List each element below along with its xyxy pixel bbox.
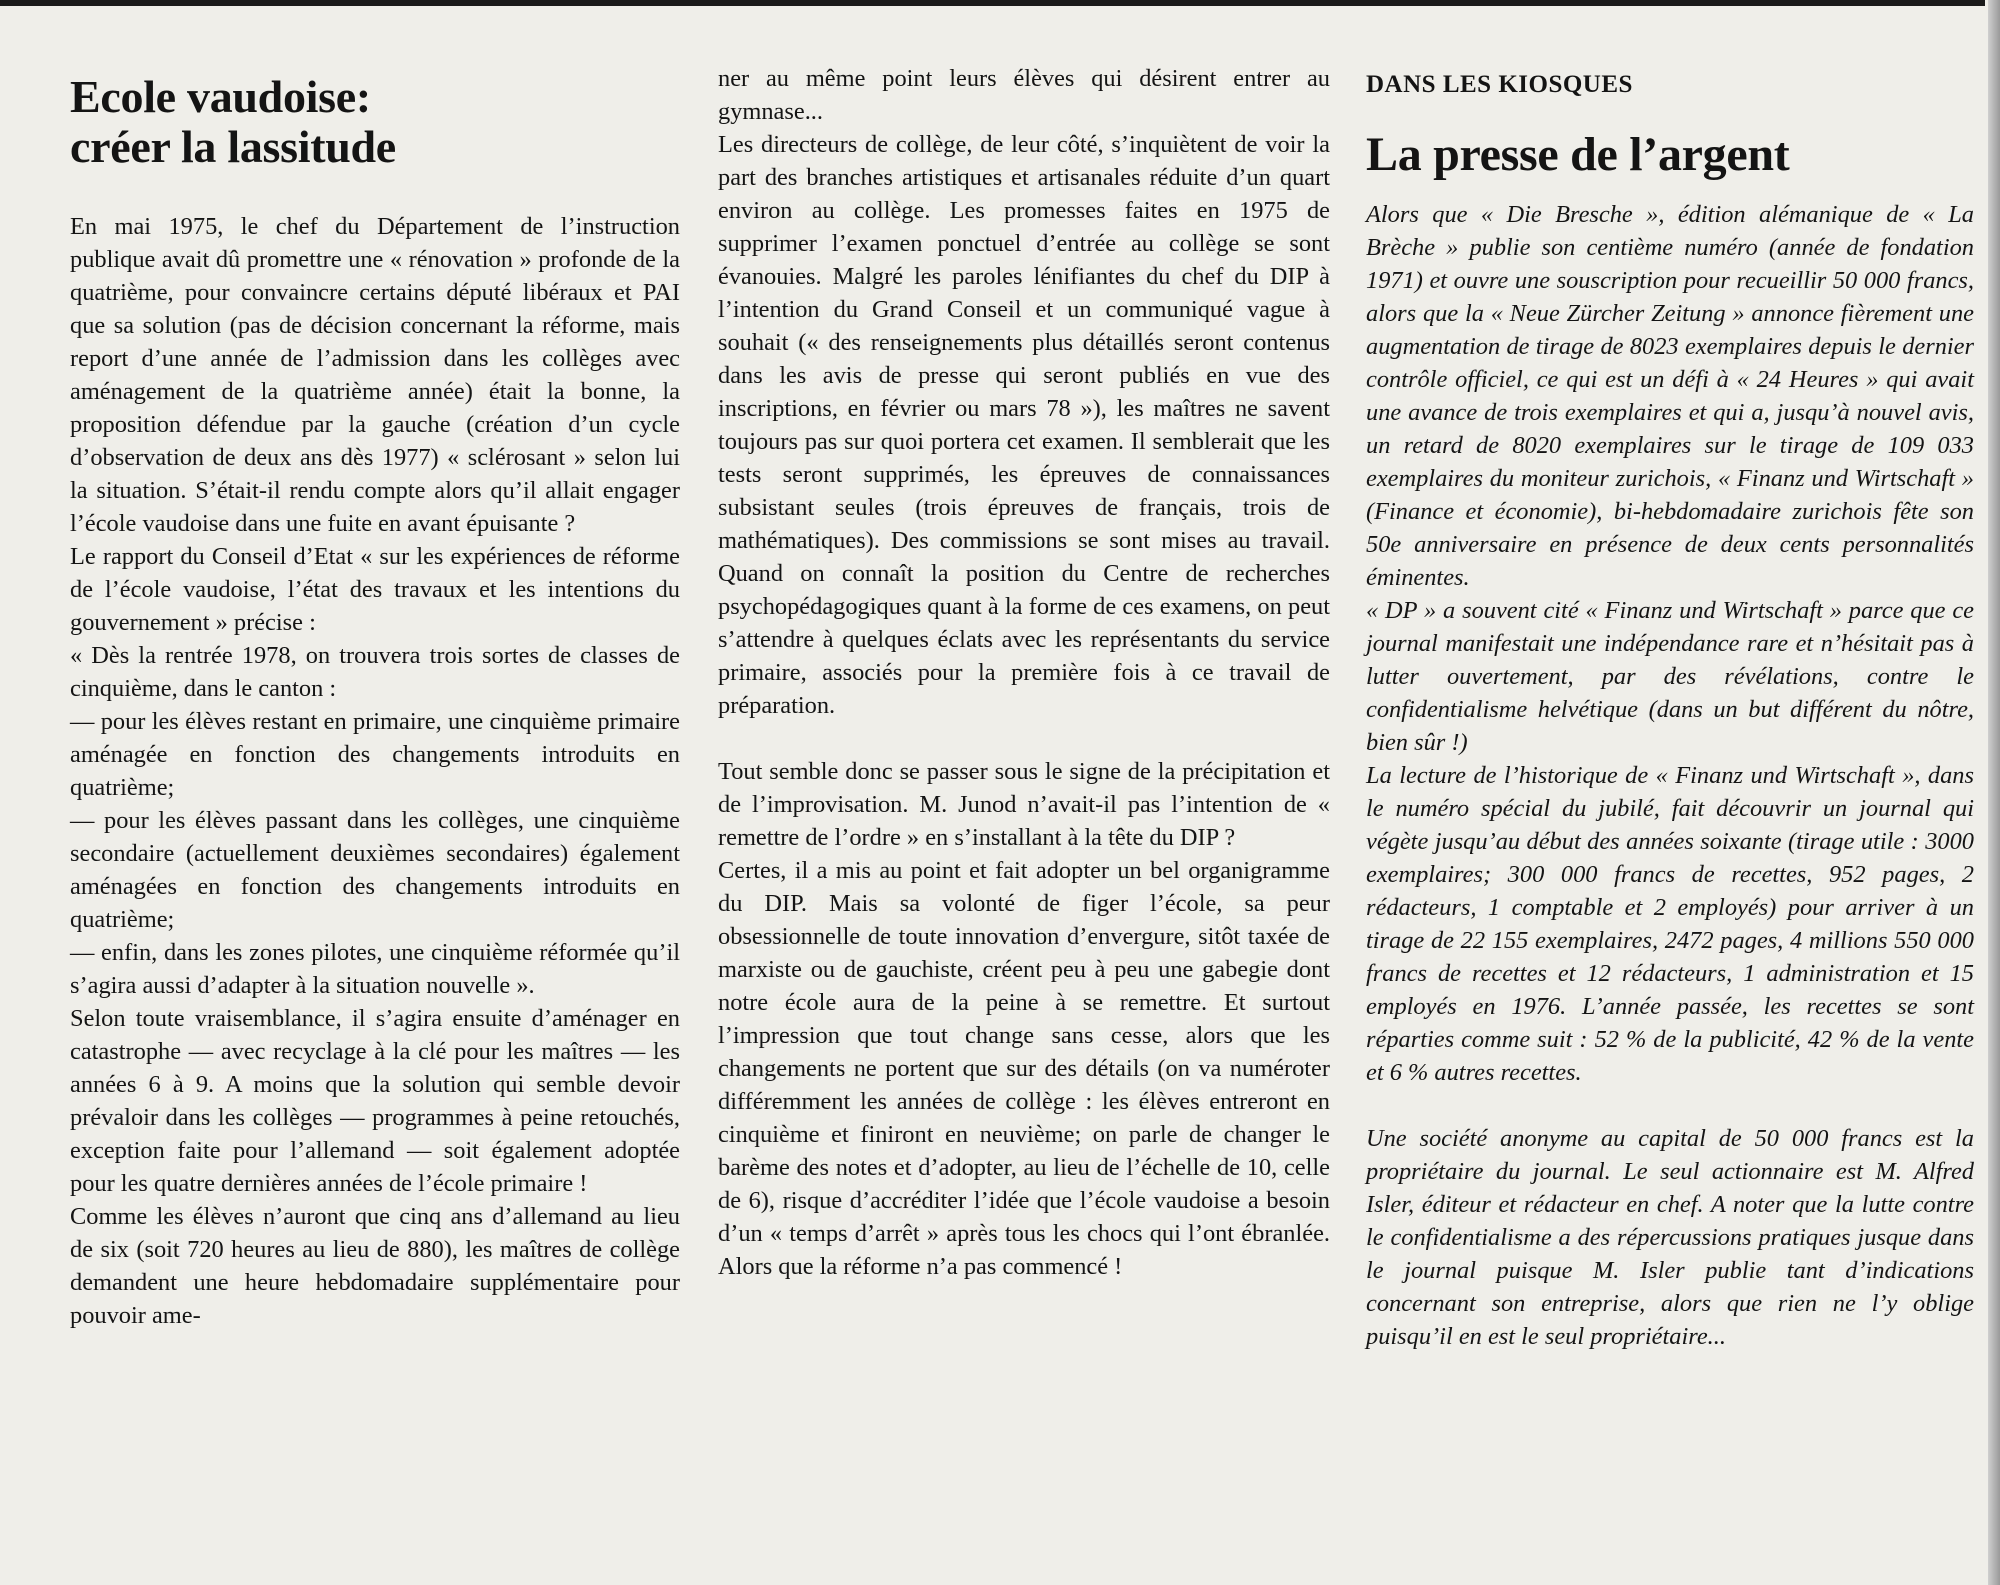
article-body-continued: [718, 0, 1330, 1283]
paragraph: ner au même point leurs élèves qui désirent entrer au gymnase...: [718, 65, 1330, 125]
headline-ecole-vaudoise: [70, 0, 680, 172]
headline-presse-argent: La presse de l’argent: [1366, 128, 1790, 181]
paragraph-gap: [1366, 1089, 1974, 1122]
article-body-right: [1366, 180, 1974, 1353]
paragraph: Selon toute vraisemblance, il s’agira ensuite d’aménager en catastrophe — avec recyclage à la clé pour les maîtres — les années 6 à 9. A moins que la solution qui semble devoir prévaloir dans les collèges — programmes à peine retouchés, exception faite pour l’allemand — soit également adoptée pour les quatre dernières années de l’école primaire !: [70, 1005, 680, 1197]
paragraph: Une société anonyme au capital de 50 000 francs est la propriétaire du journal. Le seul actionnaire est M. Alfred Isler, éditeur et rédacteur en chef. A noter que la lutte contre le confidentialisme a des répercussions pratiques jusque dans le journal puisque M. Isler publie tant d’indications concernant son entreprise, alors que rien ne l’y oblige puisqu’il en est le seul propriétaire...: [1366, 1125, 1974, 1350]
column-1: [70, 0, 680, 1332]
headline-line-2: créer la lassitude: [70, 121, 396, 172]
article-body-left: [70, 172, 680, 1332]
paragraph: « DP » a souvent cité « Finanz und Wirtschaft » parce que ce journal manifestait une indépendance rare et n’hésitait pas à lutter ouvertement, par des révélations, contre le confidentialisme helvétique (dans un but différent du nôtre, bien sûr !): [1366, 597, 1974, 756]
paragraph: La lecture de l’historique de « Finanz und Wirtschaft », dans le numéro spécial du jubilé, fait découvrir un journal qui végète jusqu’au début des années soixante (tirage utile : 3000 exemplaires; 300 000 francs de recettes, 952 pages, 2 rédacteurs, 1 comptable et 2 employés) pour arriver à un tirage de 22 155 exemplaires, 2472 pages, 4 millions 550 000 francs de recettes et 12 rédacteurs, 1 administration et 15 employés en 1976. L’année passée, les recettes se sont réparties comme suit : 52 % de la publicité, 42 % de la vente et 6 % autres recettes.: [1366, 762, 1974, 1086]
paragraph: Comme les élèves n’auront que cinq ans d’allemand au lieu de six (soit 720 heures au lieu de 880), les maîtres de collège demandent une heure hebdomadaire supplémentaire pour pouvoir ame-: [70, 1203, 680, 1329]
section-kicker: DANS LES KIOSQUES: [1366, 71, 1633, 98]
paragraph: « Dès la rentrée 1978, on trouvera trois sortes de classes de cinquième, dans le canton :: [70, 642, 680, 702]
paragraph: — pour les élèves restant en primaire, une cinquième primaire aménagée en fonction des changements introduits en quatrième;: [70, 708, 680, 801]
paragraph: Le rapport du Conseil d’Etat « sur les expériences de réforme de l’école vaudoise, l’état des travaux et les intentions du gouvernement » précise :: [70, 543, 680, 636]
paragraph: Alors que « Die Bresche », édition alémanique de « La Brèche » publie son centième numéro (année de fondation 1971) et ouvre une souscription pour recueillir 50 000 francs, alors que la « Neue Zürcher Zeitung » annonce fièrement une augmentation de tirage de 8023 exemplaires depuis le dernier contrôle officiel, ce qui est un défi à « 24 Heures » qui avait une avance de trois exemplaires et qui a, jusqu’à nouvel avis, un retard de 8020 exemplaires sur le tirage de 109 033 exemplaires du moniteur zurichois, « Finanz und Wirtschaft » (Finance et économie), bi-hebdomadaire zurichois fête son 50e anniversaire en présence de deux cents personnalités éminentes.: [1366, 201, 1974, 591]
paragraph: Les directeurs de collège, de leur côté, s’inquiètent de voir la part des branches artistiques et artisanales réduite d’un quart environ au collège. Les promesses faites en 1975 de supprimer l’examen ponctuel d’entrée au collège se sont évanouies. Malgré les paroles lénifiantes du chef du DIP à l’intention du Grand Conseil et un communiqué vague à souhait (« des renseignements plus détaillés seront contenus dans les avis de presse qui seront publiés en vue des inscriptions, en février ou mars 78 »), les maîtres ne savent toujours pas sur quoi portera cet examen. Il semblerait que les tests seront supprimés, les épreuves de connaissances subsistant seules (trois épreuves de français, trois de mathématiques). Des commissions se sont mises au travail. Quand on connaît la position du Centre de recherches psychopédagogiques quant à la forme de ces examens, on peut s’attendre à quelques éclats avec les représentants du service primaire, associés pour la première fois à ce travail de préparation.: [718, 131, 1330, 719]
paragraph: Certes, il a mis au point et fait adopter un bel organigramme du DIP. Mais sa volonté de figer l’école, sa peur obsessionnelle de toute innovation d’envergure, sitôt taxée de marxiste ou de gauchiste, créent peu à peu une gabegie dont notre école aura de la peine à se remettre. Et surtout l’impression que tout change sans cesse, alors que les changements ne portent que sur des détails (on va numéroter différemment les années de collège : les élèves entreront en cinquième et finiront en neuvième; on parle de changer le barème des notes et d’adopter, au lieu de l’échelle de 10, celle de 6), risque d’accréditer l’idée que l’école vaudoise a besoin d’un « temps d’arrêt » après tous les chocs qui l’ont ébranlée. Alors que la réforme n’a pas commencé !: [718, 857, 1330, 1280]
paragraph: — pour les élèves passant dans les collèges, une cinquième secondaire (actuellement deuxièmes secondaires) également aménagées en fonction des changements introduits en quatrième;: [70, 807, 680, 933]
column-3: [1366, 0, 1974, 1353]
paragraph: — enfin, dans les zones pilotes, une cinquième réformée qu’il s’agira aussi d’adapter à la situation nouvelle ».: [70, 939, 680, 999]
paragraph-gap: [718, 722, 1330, 755]
page-edge-shadow: [1988, 0, 2000, 1585]
headline-line-1: Ecole vaudoise:: [70, 71, 371, 122]
paragraph: Tout semble donc se passer sous le signe de la précipitation et de l’improvisation. M. Junod n’avait-il pas l’intention de « remettre de l’ordre » en s’installant à la tête du DIP ?: [718, 758, 1330, 851]
column-2: [718, 0, 1330, 1283]
paragraph: En mai 1975, le chef du Département de l’instruction publique avait dû promettre une « rénovation » profonde de la quatrième, pour convaincre certains député libéraux et PAI que sa solution (pas de décision concernant la réforme, mais report d’une année de l’admission dans les collèges avec aménagement de la quatrième année) était la bonne, la proposition défendue par la gauche (création d’un cycle d’observation de deux ans dès 1977) « sclérosant » selon lui la situation. S’était-il rendu compte alors qu’il allait engager l’école vaudoise dans une fuite en avant épuisante ?: [70, 213, 680, 537]
